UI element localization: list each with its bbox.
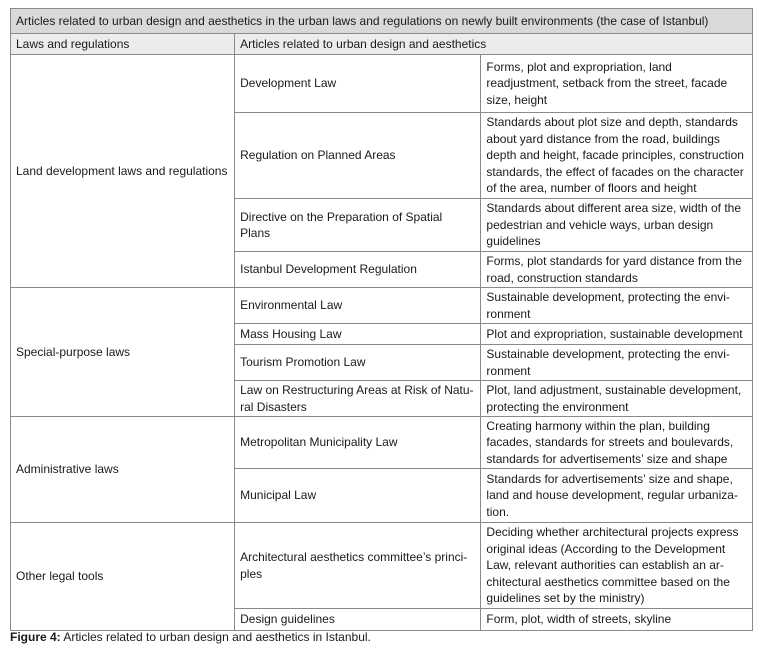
law-cell: Mass Housing Law xyxy=(235,324,481,345)
articles-cell: Standards about plot size and depth, standards about yard distance from the road, buildings depth and height, facade principles, construction standards, the effect of facades on the character of the area, number of floors and height xyxy=(481,113,753,199)
articles-cell: Forms, plot standards for yard distance from the road, construction standards xyxy=(481,252,753,288)
category-cell: Administrative laws xyxy=(11,417,235,523)
articles-cell: Sustainable development, protecting the envi-ronment xyxy=(481,288,753,324)
table-title: Articles related to urban design and aesthetics in the urban laws and regulations on newly built environments (the case of Istanbul) xyxy=(11,9,753,34)
law-cell: Design guidelines xyxy=(235,609,481,631)
articles-cell: Standards for advertisements’ size and shape, land and house development, regular urbaniza-tion. xyxy=(481,469,753,523)
law-cell: Istanbul Development Regulation xyxy=(235,252,481,288)
caption-label: Figure 4: xyxy=(10,630,61,644)
table-row xyxy=(11,55,753,113)
table-row xyxy=(11,288,753,324)
header-laws: Laws and regulations xyxy=(11,34,235,55)
articles-cell: Deciding whether architectural projects express original ideas (According to the Development Law, relevant authorities can establish an ar-chitectural aesthetics committee based on the guidelines set by the ministry) xyxy=(481,523,753,609)
law-cell: Development Law xyxy=(235,55,481,113)
caption-text: Articles related to urban design and aesthetics in Istanbul. xyxy=(60,630,371,644)
articles-table xyxy=(10,8,753,631)
table-row xyxy=(11,523,753,609)
articles-cell: Sustainable development, protecting the envi-ronment xyxy=(481,345,753,381)
articles-cell: Plot and expropriation, sustainable development xyxy=(481,324,753,345)
header-articles: Articles related to urban design and aesthetics xyxy=(235,34,753,55)
articles-cell: Standards about different area size, width of the pedestrian and vehicle ways, urban design guidelines xyxy=(481,199,753,252)
law-cell: Architectural aesthetics committee’s princi-ples xyxy=(235,523,481,609)
category-cell: Special-purpose laws xyxy=(11,288,235,417)
articles-cell: Forms, plot and expropriation, land readjustment, setback from the street, facade size, height xyxy=(481,55,753,113)
law-cell: Environmental Law xyxy=(235,288,481,324)
articles-cell: Form, plot, width of streets, skyline xyxy=(481,609,753,631)
law-cell: Tourism Promotion Law xyxy=(235,345,481,381)
law-cell: Directive on the Preparation of Spatial Plans xyxy=(235,199,481,252)
law-cell: Municipal Law xyxy=(235,469,481,523)
articles-cell: Plot, land adjustment, sustainable development, protecting the environment xyxy=(481,381,753,417)
table-header-row xyxy=(11,34,753,55)
category-cell: Other legal tools xyxy=(11,523,235,631)
law-cell: Metropolitan Municipality Law xyxy=(235,417,481,469)
table-row xyxy=(11,417,753,469)
law-cell: Law on Restructuring Areas at Risk of Natu-ral Disasters xyxy=(235,381,481,417)
figure-caption xyxy=(10,630,371,644)
law-cell: Regulation on Planned Areas xyxy=(235,113,481,199)
table-title-row xyxy=(11,9,753,34)
articles-cell: Creating harmony within the plan, building facades, standards for streets and boulevards, standards for advertisements’ size and shape xyxy=(481,417,753,469)
category-cell: Land development laws and regulations xyxy=(11,55,235,288)
